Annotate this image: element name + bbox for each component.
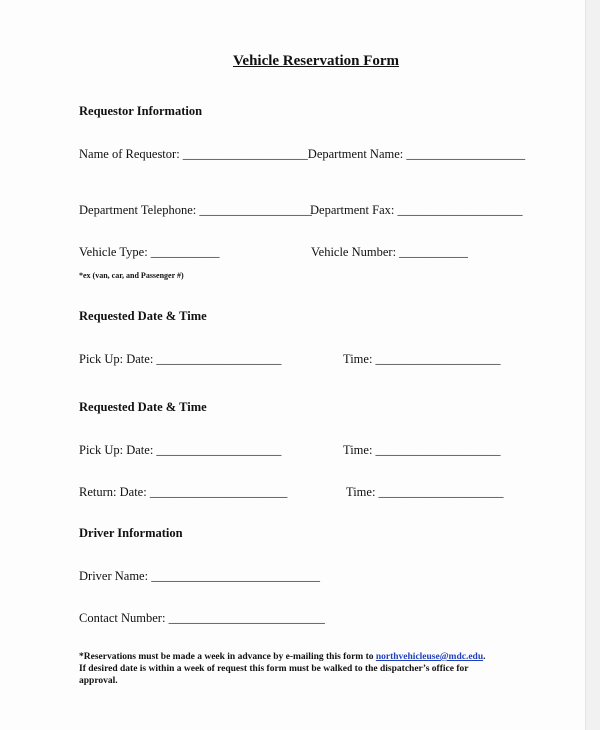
footer-line-1-prefix: *Reservations must be made a week in advance by e-mailing this form to xyxy=(79,652,376,662)
requestor-name-field[interactable]: Name of Requestor: ____________________Department Name: ___________________ xyxy=(79,147,526,161)
form-title: Vehicle Reservation Form xyxy=(232,53,400,69)
vehicle-type-note: *ex (van, car, and Passenger #) xyxy=(79,271,184,280)
requestor-heading: Requestor Information xyxy=(79,104,203,118)
vehicle-number-field[interactable]: Vehicle Number: ___________ xyxy=(311,245,468,259)
department-telephone-field[interactable]: Department Telephone: __________________ xyxy=(79,203,312,217)
contact-number-field[interactable]: Contact Number: _________________________ xyxy=(79,611,325,625)
department-fax-field[interactable]: Department Fax: ____________________ xyxy=(310,203,523,217)
footer-line-1-suffix: . xyxy=(483,652,486,662)
pickup-date-field-2[interactable]: Pick Up: Date: ____________________ xyxy=(79,443,282,457)
scrollbar-track[interactable] xyxy=(585,0,600,730)
footer-line-3: approval. xyxy=(79,676,118,686)
pickup-date-field-1[interactable]: Pick Up: Date: ____________________ xyxy=(79,352,282,366)
driver-name-field[interactable]: Driver Name: ___________________________ xyxy=(79,569,320,583)
pickup-time-field-2[interactable]: Time: ____________________ xyxy=(343,443,501,457)
date-time-heading-2: Requested Date & Time xyxy=(79,400,207,414)
return-time-field[interactable]: Time: ____________________ xyxy=(346,485,504,499)
footer-line-2: If desired date is within a week of request this form must be walked to the dispatcher’s office for xyxy=(79,664,469,674)
driver-heading: Driver Information xyxy=(79,526,183,540)
vehicle-type-field[interactable]: Vehicle Type: ___________ xyxy=(79,245,220,259)
email-link[interactable]: northvehicleuse@mdc.edu xyxy=(375,652,484,662)
footer-line-1 xyxy=(79,651,486,663)
date-time-heading-1: Requested Date & Time xyxy=(79,309,207,323)
pickup-time-field-1[interactable]: Time: ____________________ xyxy=(343,352,501,366)
return-date-field[interactable]: Return: Date: ______________________ xyxy=(79,485,288,499)
